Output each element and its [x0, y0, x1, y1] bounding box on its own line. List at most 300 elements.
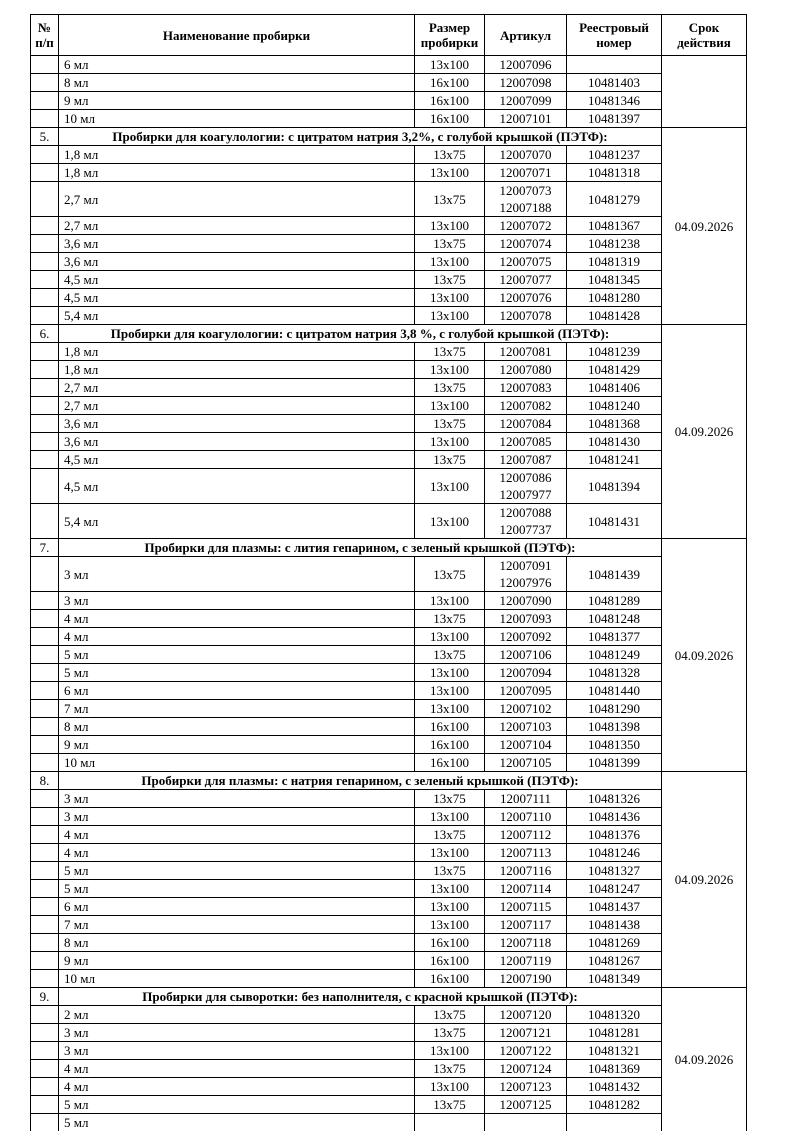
tube-size-cell: 13x75 [415, 182, 485, 217]
tube-name-cell: 3 мл [59, 1042, 415, 1060]
tube-size-cell: 13x75 [415, 146, 485, 164]
row-number-cell [31, 844, 59, 862]
row-number-cell [31, 469, 59, 504]
row-number-cell [31, 74, 59, 92]
tube-size-cell: 13x75 [415, 451, 485, 469]
tube-name-cell: 4 мл [59, 610, 415, 628]
row-number-cell [31, 826, 59, 844]
table-row [31, 952, 747, 970]
tube-size-cell: 13x100 [415, 504, 485, 539]
table-row [31, 56, 747, 74]
section-header-row [31, 128, 747, 146]
tube-size-cell: 16x100 [415, 718, 485, 736]
table-row [31, 361, 747, 379]
tube-name-cell: 3 мл [59, 1024, 415, 1042]
registry-number-cell: 10481281 [567, 1024, 662, 1042]
row-number-cell [31, 504, 59, 539]
registry-number-cell: 10481369 [567, 1060, 662, 1078]
row-number-cell [31, 361, 59, 379]
table-row [31, 736, 747, 754]
registry-number-cell: 10481428 [567, 307, 662, 325]
tube-name-cell: 3 мл [59, 808, 415, 826]
tube-name-cell: 10 мл [59, 110, 415, 128]
article-cell: 12007114 [485, 880, 567, 898]
registry-number-cell: 10481346 [567, 92, 662, 110]
tubes-table [30, 14, 747, 1131]
article-cell: 12007088 12007737 [485, 504, 567, 539]
tube-size-cell: 13x100 [415, 164, 485, 182]
registry-number-cell: 10481406 [567, 379, 662, 397]
registry-number-cell: 10481440 [567, 682, 662, 700]
tube-size-cell: 13x75 [415, 1006, 485, 1024]
tube-size-cell: 13x75 [415, 610, 485, 628]
tube-size-cell: 13x100 [415, 682, 485, 700]
tube-name-cell: 3,6 мл [59, 433, 415, 451]
registry-number-cell: 10481280 [567, 289, 662, 307]
row-number-cell [31, 415, 59, 433]
table-row [31, 289, 747, 307]
table-row [31, 610, 747, 628]
article-cell: 12007095 [485, 682, 567, 700]
registry-number-cell: 10481436 [567, 808, 662, 826]
tube-size-cell: 13x100 [415, 844, 485, 862]
row-number-cell [31, 217, 59, 235]
tube-name-cell: 2,7 мл [59, 397, 415, 415]
column-header-article: Артикул [485, 15, 567, 56]
row-number-cell [31, 1114, 59, 1131]
tube-size-cell: 13x75 [415, 379, 485, 397]
article-cell: 12007070 [485, 146, 567, 164]
table-row [31, 557, 747, 592]
row-number-cell [31, 790, 59, 808]
row-number-cell [31, 718, 59, 736]
article-cell: 12007112 [485, 826, 567, 844]
section-header-row [31, 988, 747, 1006]
row-number-cell [31, 56, 59, 74]
tube-size-cell [415, 1114, 485, 1131]
tube-size-cell: 13x100 [415, 880, 485, 898]
row-number-cell [31, 253, 59, 271]
row-number-cell [31, 146, 59, 164]
table-row [31, 718, 747, 736]
table-body [31, 56, 747, 1131]
tube-size-cell: 16x100 [415, 970, 485, 988]
tube-size-cell: 16x100 [415, 754, 485, 772]
table-row [31, 664, 747, 682]
tube-name-cell: 1,8 мл [59, 146, 415, 164]
row-number-cell [31, 1060, 59, 1078]
article-cell: 12007105 [485, 754, 567, 772]
article-cell: 12007121 [485, 1024, 567, 1042]
table-row [31, 397, 747, 415]
registry-number-cell: 10481279 [567, 182, 662, 217]
column-header-name: Наименование пробирки [59, 15, 415, 56]
tube-size-cell: 16x100 [415, 952, 485, 970]
table-row [31, 271, 747, 289]
tube-name-cell: 5 мл [59, 1096, 415, 1114]
section-header-row [31, 539, 747, 557]
registry-number-cell: 10481248 [567, 610, 662, 628]
row-number-cell [31, 682, 59, 700]
tube-size-cell: 13x100 [415, 664, 485, 682]
section-number: 9. [31, 988, 59, 1006]
tube-size-cell: 16x100 [415, 92, 485, 110]
tube-name-cell: 1,8 мл [59, 164, 415, 182]
registry-number-cell: 10481282 [567, 1096, 662, 1114]
table-row [31, 1114, 747, 1131]
table-row [31, 1060, 747, 1078]
tube-name-cell: 5 мл [59, 1114, 415, 1131]
tube-name-cell: 5 мл [59, 646, 415, 664]
row-number-cell [31, 610, 59, 628]
registry-number-cell: 10481376 [567, 826, 662, 844]
validity-date-cell [662, 56, 747, 128]
table-row [31, 754, 747, 772]
tube-name-cell: 3,6 мл [59, 253, 415, 271]
row-number-cell [31, 1096, 59, 1114]
tube-name-cell: 2 мл [59, 1006, 415, 1024]
tube-size-cell: 13x75 [415, 271, 485, 289]
row-number-cell [31, 754, 59, 772]
tube-size-cell: 13x100 [415, 361, 485, 379]
article-cell: 12007103 [485, 718, 567, 736]
tube-size-cell: 13x75 [415, 235, 485, 253]
tube-size-cell: 13x100 [415, 307, 485, 325]
section-number: 8. [31, 772, 59, 790]
row-number-cell [31, 235, 59, 253]
tube-size-cell: 13x75 [415, 557, 485, 592]
article-cell: 12007116 [485, 862, 567, 880]
table-row [31, 700, 747, 718]
article-cell: 12007124 [485, 1060, 567, 1078]
article-cell: 12007081 [485, 343, 567, 361]
column-header-row [31, 15, 747, 56]
article-cell: 12007099 [485, 92, 567, 110]
tube-name-cell: 9 мл [59, 736, 415, 754]
article-cell: 12007092 [485, 628, 567, 646]
tube-size-cell: 13x75 [415, 1024, 485, 1042]
table-row [31, 235, 747, 253]
tube-name-cell: 4 мл [59, 628, 415, 646]
article-cell [485, 1114, 567, 1131]
row-number-cell [31, 182, 59, 217]
registry-number-cell: 10481318 [567, 164, 662, 182]
tube-name-cell: 5,4 мл [59, 307, 415, 325]
row-number-cell [31, 880, 59, 898]
tube-name-cell: 10 мл [59, 970, 415, 988]
article-cell: 12007073 12007188 [485, 182, 567, 217]
tube-name-cell: 4 мл [59, 1078, 415, 1096]
article-cell: 12007118 [485, 934, 567, 952]
article-cell: 12007110 [485, 808, 567, 826]
article-cell: 12007090 [485, 592, 567, 610]
tube-size-cell: 13x100 [415, 397, 485, 415]
row-number-cell [31, 451, 59, 469]
row-number-cell [31, 628, 59, 646]
tube-size-cell: 13x100 [415, 916, 485, 934]
registry-number-cell: 10481394 [567, 469, 662, 504]
row-number-cell [31, 970, 59, 988]
tube-size-cell: 13x100 [415, 253, 485, 271]
tube-size-cell: 13x75 [415, 343, 485, 361]
registry-number-cell: 10481349 [567, 970, 662, 988]
table-row [31, 253, 747, 271]
tube-size-cell: 13x100 [415, 469, 485, 504]
tube-name-cell: 3,6 мл [59, 415, 415, 433]
tube-size-cell: 13x75 [415, 1096, 485, 1114]
article-cell: 12007084 [485, 415, 567, 433]
row-number-cell [31, 110, 59, 128]
tube-name-cell: 9 мл [59, 952, 415, 970]
table-row [31, 433, 747, 451]
tube-size-cell: 13x100 [415, 700, 485, 718]
registry-number-cell: 10481237 [567, 146, 662, 164]
article-cell: 12007094 [485, 664, 567, 682]
registry-number-cell: 10481399 [567, 754, 662, 772]
row-number-cell [31, 898, 59, 916]
section-number: 5. [31, 128, 59, 146]
registry-number-cell: 10481321 [567, 1042, 662, 1060]
table-row [31, 469, 747, 504]
row-number-cell [31, 1006, 59, 1024]
table-row [31, 74, 747, 92]
table-row [31, 110, 747, 128]
tube-size-cell: 16x100 [415, 110, 485, 128]
registry-number-cell: 10481246 [567, 844, 662, 862]
article-cell: 12007076 [485, 289, 567, 307]
validity-date-cell: 04.09.2026 [662, 539, 747, 772]
article-cell: 12007086 12007977 [485, 469, 567, 504]
article-cell: 12007093 [485, 610, 567, 628]
article-cell: 12007075 [485, 253, 567, 271]
registry-number-cell: 10481241 [567, 451, 662, 469]
article-cell: 12007102 [485, 700, 567, 718]
section-title: Пробирки для плазмы: с натрия гепарином, с зеленый крышкой (ПЭТФ): [59, 772, 662, 790]
section-title: Пробирки для плазмы: с лития гепарином, с зеленый крышкой (ПЭТФ): [59, 539, 662, 557]
table-row [31, 379, 747, 397]
tube-name-cell: 4 мл [59, 826, 415, 844]
row-number-cell [31, 271, 59, 289]
row-number-cell [31, 557, 59, 592]
registry-number-cell: 10481326 [567, 790, 662, 808]
row-number-cell [31, 397, 59, 415]
article-cell: 12007119 [485, 952, 567, 970]
table-row [31, 1078, 747, 1096]
table-row [31, 646, 747, 664]
row-number-cell [31, 379, 59, 397]
registry-number-cell: 10481320 [567, 1006, 662, 1024]
registry-number-cell: 10481267 [567, 952, 662, 970]
column-header-validity: Срок действия [662, 15, 747, 56]
table-row [31, 343, 747, 361]
table-row [31, 1006, 747, 1024]
article-cell: 12007087 [485, 451, 567, 469]
tube-size-cell: 13x75 [415, 415, 485, 433]
tube-size-cell: 13x75 [415, 862, 485, 880]
table-row [31, 217, 747, 235]
table-row [31, 970, 747, 988]
row-number-cell [31, 1078, 59, 1096]
tube-size-cell: 16x100 [415, 934, 485, 952]
article-cell: 12007120 [485, 1006, 567, 1024]
row-number-cell [31, 92, 59, 110]
section-title: Пробирки для коагулологии: с цитратом натрия 3,2%, с голубой крышкой (ПЭТФ): [59, 128, 662, 146]
table-row [31, 844, 747, 862]
table-row [31, 826, 747, 844]
registry-number-cell: 10481403 [567, 74, 662, 92]
table-row [31, 934, 747, 952]
registry-number-cell: 10481350 [567, 736, 662, 754]
article-cell: 12007115 [485, 898, 567, 916]
article-cell: 12007125 [485, 1096, 567, 1114]
row-number-cell [31, 934, 59, 952]
tube-name-cell: 8 мл [59, 718, 415, 736]
tube-name-cell: 3 мл [59, 557, 415, 592]
row-number-cell [31, 664, 59, 682]
row-number-cell [31, 343, 59, 361]
registry-number-cell: 10481238 [567, 235, 662, 253]
tube-size-cell: 13x100 [415, 1042, 485, 1060]
registry-number-cell: 10481239 [567, 343, 662, 361]
table-row [31, 916, 747, 934]
registry-number-cell: 10481249 [567, 646, 662, 664]
column-header-num: № п/п [31, 15, 59, 56]
row-number-cell [31, 646, 59, 664]
article-cell: 12007078 [485, 307, 567, 325]
row-number-cell [31, 433, 59, 451]
tube-name-cell: 3,6 мл [59, 235, 415, 253]
tube-name-cell: 4 мл [59, 1060, 415, 1078]
article-cell: 12007077 [485, 271, 567, 289]
tube-name-cell: 4,5 мл [59, 289, 415, 307]
tube-name-cell: 2,7 мл [59, 182, 415, 217]
tube-name-cell: 5 мл [59, 862, 415, 880]
tube-size-cell: 13x100 [415, 289, 485, 307]
registry-number-cell: 10481327 [567, 862, 662, 880]
registry-number-cell: 10481289 [567, 592, 662, 610]
tube-size-cell: 13x100 [415, 217, 485, 235]
validity-date-cell: 04.09.2026 [662, 988, 747, 1131]
table-row [31, 682, 747, 700]
row-number-cell [31, 1024, 59, 1042]
registry-number-cell: 10481429 [567, 361, 662, 379]
tube-name-cell: 6 мл [59, 898, 415, 916]
tube-size-cell: 13x75 [415, 1060, 485, 1078]
table-row [31, 415, 747, 433]
table-row [31, 146, 747, 164]
row-number-cell [31, 808, 59, 826]
registry-number-cell: 10481368 [567, 415, 662, 433]
row-number-cell [31, 736, 59, 754]
table-row [31, 1096, 747, 1114]
article-cell: 12007091 12007976 [485, 557, 567, 592]
tube-name-cell: 2,7 мл [59, 379, 415, 397]
tube-size-cell: 13x100 [415, 56, 485, 74]
column-header-registry: Реестровый номер [567, 15, 662, 56]
table-row [31, 898, 747, 916]
article-cell: 12007101 [485, 110, 567, 128]
registry-number-cell: 10481240 [567, 397, 662, 415]
registry-number-cell: 10481269 [567, 934, 662, 952]
row-number-cell [31, 952, 59, 970]
registry-number-cell: 10481328 [567, 664, 662, 682]
article-cell: 12007085 [485, 433, 567, 451]
validity-date-cell: 04.09.2026 [662, 325, 747, 539]
section-title: Пробирки для коагулологии: с цитратом натрия 3,8 %, с голубой крышкой (ПЭТФ): [59, 325, 662, 343]
registry-number-cell: 10481290 [567, 700, 662, 718]
tube-name-cell: 6 мл [59, 56, 415, 74]
registry-number-cell: 10481247 [567, 880, 662, 898]
registry-number-cell: 10481439 [567, 557, 662, 592]
article-cell: 12007117 [485, 916, 567, 934]
article-cell: 12007072 [485, 217, 567, 235]
tube-size-cell: 13x75 [415, 826, 485, 844]
registry-number-cell [567, 56, 662, 74]
table-row [31, 790, 747, 808]
registry-number-cell: 10481430 [567, 433, 662, 451]
registry-number-cell: 10481319 [567, 253, 662, 271]
tube-size-cell: 13x75 [415, 790, 485, 808]
tube-size-cell: 13x100 [415, 898, 485, 916]
table-row [31, 808, 747, 826]
tube-name-cell: 1,8 мл [59, 343, 415, 361]
tube-name-cell: 4 мл [59, 844, 415, 862]
tube-size-cell: 13x100 [415, 808, 485, 826]
table-row [31, 451, 747, 469]
article-cell: 12007111 [485, 790, 567, 808]
tube-size-cell: 16x100 [415, 74, 485, 92]
article-cell: 12007082 [485, 397, 567, 415]
registry-number-cell: 10481432 [567, 1078, 662, 1096]
tube-size-cell: 13x100 [415, 433, 485, 451]
tube-name-cell: 6 мл [59, 682, 415, 700]
table-row [31, 504, 747, 539]
tube-size-cell: 16x100 [415, 736, 485, 754]
table-row [31, 307, 747, 325]
tube-name-cell: 4,5 мл [59, 271, 415, 289]
row-number-cell [31, 916, 59, 934]
row-number-cell [31, 862, 59, 880]
tube-name-cell: 8 мл [59, 74, 415, 92]
table-row [31, 862, 747, 880]
article-cell: 12007071 [485, 164, 567, 182]
article-cell: 12007104 [485, 736, 567, 754]
registry-number-cell: 10481431 [567, 504, 662, 539]
article-cell: 12007190 [485, 970, 567, 988]
registry-number-cell: 10481397 [567, 110, 662, 128]
row-number-cell [31, 307, 59, 325]
article-cell: 12007106 [485, 646, 567, 664]
section-number: 7. [31, 539, 59, 557]
tube-size-cell: 13x100 [415, 628, 485, 646]
tube-size-cell: 13x75 [415, 646, 485, 664]
tube-name-cell: 9 мл [59, 92, 415, 110]
article-cell: 12007083 [485, 379, 567, 397]
tube-name-cell: 5 мл [59, 664, 415, 682]
tube-name-cell: 5,4 мл [59, 504, 415, 539]
validity-date-cell: 04.09.2026 [662, 772, 747, 988]
tube-size-cell: 13x100 [415, 1078, 485, 1096]
row-number-cell [31, 289, 59, 307]
tube-size-cell: 13x100 [415, 592, 485, 610]
tube-name-cell: 7 мл [59, 700, 415, 718]
table-row [31, 164, 747, 182]
article-cell: 12007080 [485, 361, 567, 379]
tube-name-cell: 4,5 мл [59, 451, 415, 469]
tube-name-cell: 8 мл [59, 934, 415, 952]
table-row [31, 1024, 747, 1042]
registry-number-cell: 10481377 [567, 628, 662, 646]
